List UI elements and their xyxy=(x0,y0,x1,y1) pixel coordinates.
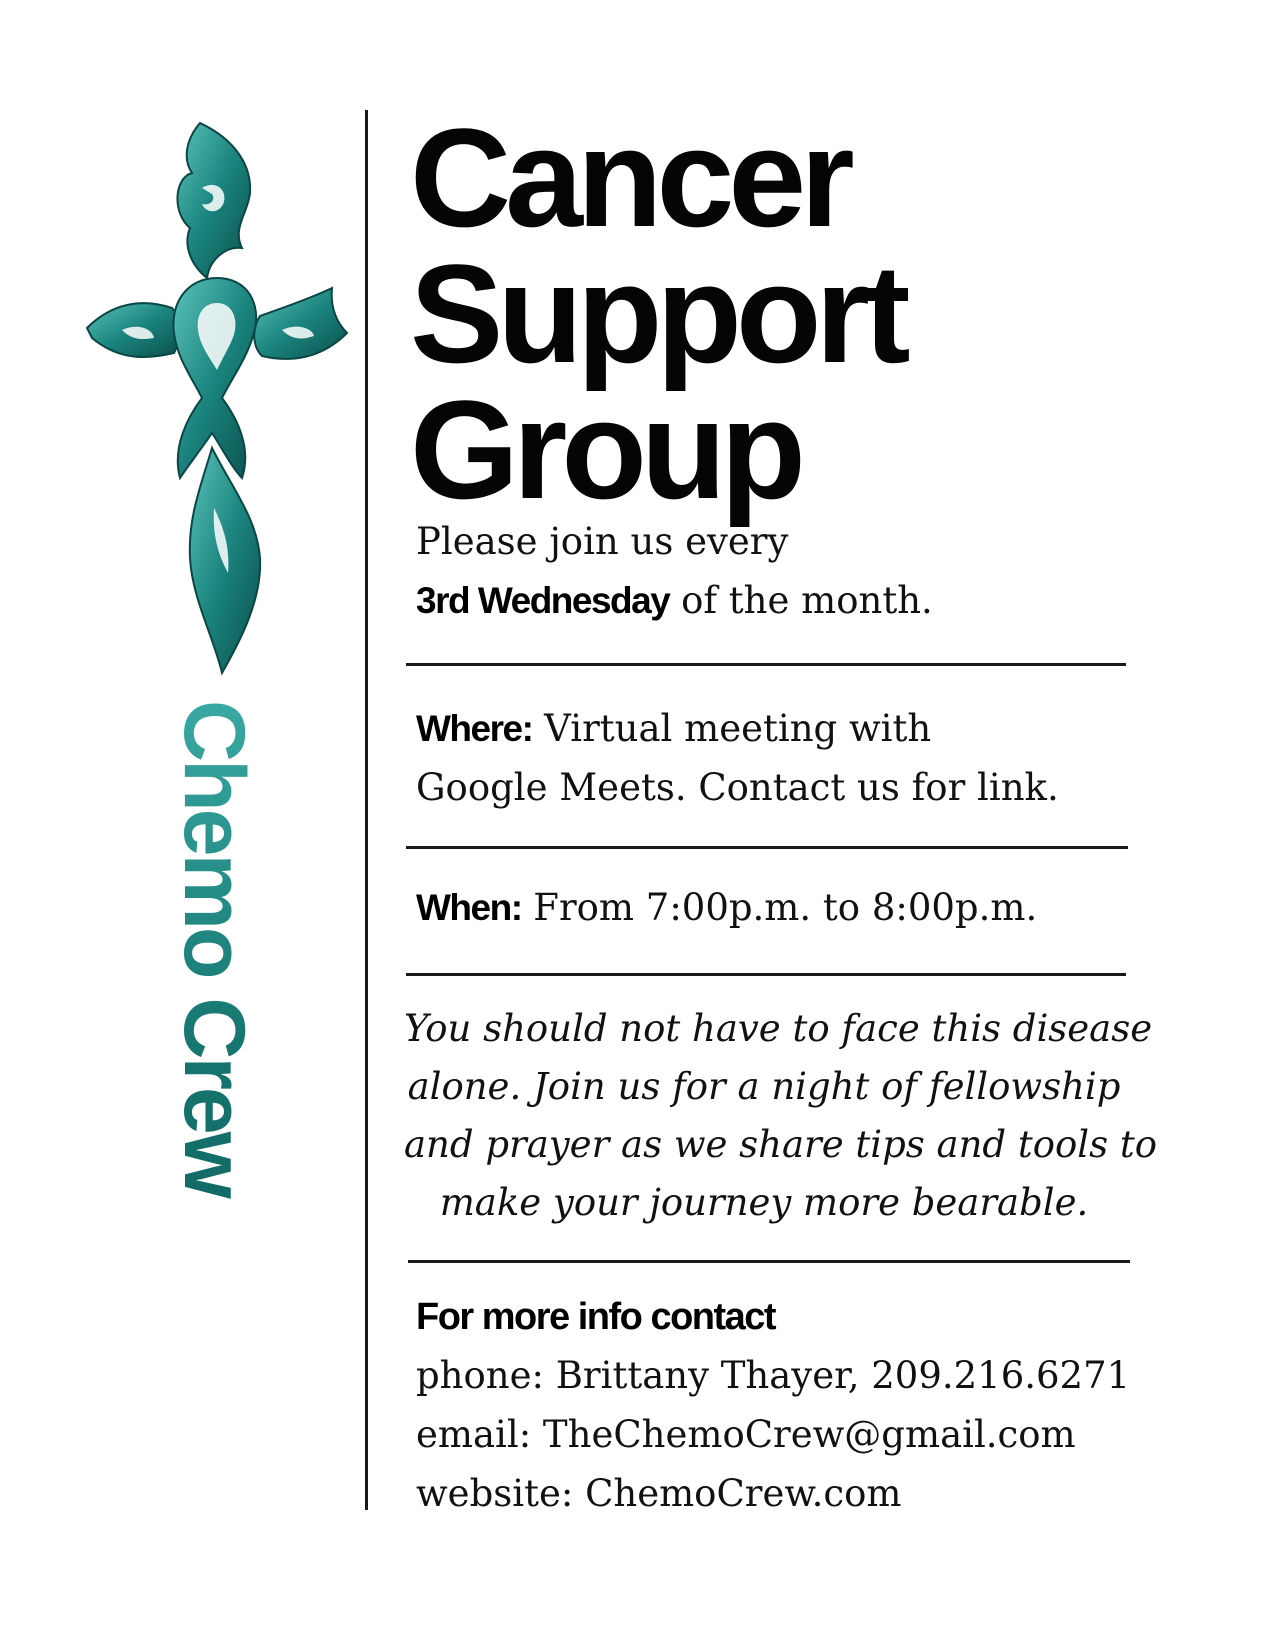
where-line-1-rest: Virtual meeting with xyxy=(532,707,932,750)
flyer-title xyxy=(410,99,905,528)
ribbon-cross-icon xyxy=(82,118,352,678)
encouragement-quote xyxy=(404,1000,1157,1232)
brand-name-vertical xyxy=(166,700,262,1460)
when-text: From 7:00p.m. to 8:00p.m. xyxy=(521,886,1038,929)
brand-name: Chemo Crew xyxy=(172,700,256,1460)
title-line-1: Cancer xyxy=(410,99,849,256)
contact-website: website: ChemoCrew.com xyxy=(416,1472,902,1515)
divider-1 xyxy=(406,663,1126,666)
title-line-2: Support xyxy=(410,235,905,392)
quote-line-1: You should not have to face this disease xyxy=(404,1007,1153,1050)
meeting-day-highlight: 3rd Wednesday xyxy=(416,580,670,621)
where-line-2: Google Meets. Contact us for link. xyxy=(416,766,1059,809)
quote-line-3: and prayer as we share tips and tools to xyxy=(404,1123,1157,1166)
vertical-divider xyxy=(365,110,368,1510)
contact-heading: For more info contact xyxy=(416,1296,776,1338)
contact-phone: phone: Brittany Thayer, 209.216.6271 xyxy=(416,1354,1131,1397)
intro-line-2-rest: of the month. xyxy=(669,579,933,622)
intro-line-2 xyxy=(416,571,933,630)
when-label: When: xyxy=(416,887,522,928)
quote-line-2: alone. Join us for a night of fellowship xyxy=(407,1065,1121,1108)
divider-4 xyxy=(408,1260,1130,1263)
intro-line-1: Please join us every xyxy=(416,520,789,563)
divider-3 xyxy=(406,973,1126,976)
where-label: Where: xyxy=(416,708,533,749)
where-line-1 xyxy=(416,699,931,758)
quote-line-4: make your journey more bearable. xyxy=(439,1181,1089,1224)
divider-2 xyxy=(406,846,1128,849)
contact-email: email: TheChemoCrew@gmail.com xyxy=(416,1413,1076,1456)
when-line xyxy=(416,878,1037,937)
title-line-3: Group xyxy=(410,371,800,528)
